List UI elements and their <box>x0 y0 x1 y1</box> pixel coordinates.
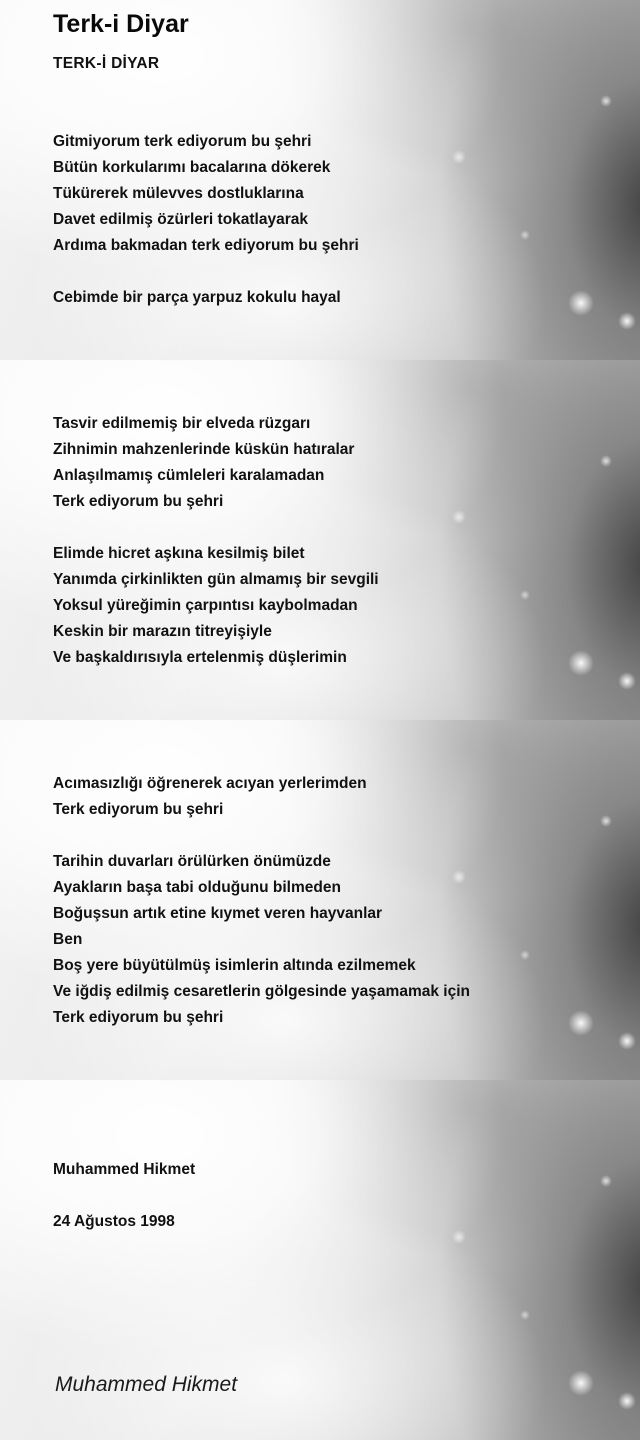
poem-line: Anlaşılmamış cümleleri karalamadan <box>53 467 325 484</box>
poem-title: Terk-i Diyar <box>53 10 189 38</box>
stanza-block-1 <box>53 129 613 311</box>
light-sparkle <box>568 1370 594 1396</box>
poem-line: Boğuşsun artık etine kıymet veren hayvanlar <box>53 905 383 922</box>
poem-line: Zihnimin mahzenlerinde küskün hatıralar <box>53 441 355 458</box>
poem-line: Terk ediyorum bu şehri <box>53 493 224 510</box>
poem-line: Ardıma bakmadan terk ediyorum bu şehri <box>53 237 359 254</box>
light-sparkle <box>618 672 636 690</box>
poem-line: Gitmiyorum terk ediyorum bu şehri <box>53 133 312 150</box>
light-sparkle <box>618 1032 636 1050</box>
poem-line: Davet edilmiş özürleri tokatlayarak <box>53 211 309 228</box>
poem-line: Elimde hicret aşkına kesilmiş bilet <box>53 545 305 562</box>
poem-line: Keskin bir marazın titreyişiyle <box>53 623 272 640</box>
poem-line: Ve iğdiş edilmiş cesaretlerin gölgesinde yaşamamak için <box>53 983 470 1000</box>
stanza-gap <box>53 823 613 849</box>
poem-line: Yoksul yüreğimin çarpıntısı kaybolmadan <box>53 597 358 614</box>
poem-line: Tükürerek mülevves dostluklarına <box>53 185 304 202</box>
poem-panel-4 <box>0 1080 640 1440</box>
poem-line: Ve başkaldırısıyla ertelenmiş düşlerimin <box>53 649 347 666</box>
poem-line: Terk ediyorum bu şehri <box>53 801 224 818</box>
poem-line: Yanımda çirkinlikten gün almamış bir sevgili <box>53 571 379 588</box>
light-sparkle <box>600 95 612 107</box>
poem-line: Cebimde bir parça yarpuz kokulu hayal <box>53 289 341 306</box>
light-sparkle <box>618 1392 636 1410</box>
stanza-gap <box>53 259 613 285</box>
poem-line: Ayakların başa tabi olduğunu bilmeden <box>53 879 341 896</box>
poem-line: Tasvir edilmemiş bir elveda rüzgarı <box>53 415 311 432</box>
poem-panel-3 <box>0 720 640 1080</box>
stanza-gap <box>53 515 613 541</box>
poem-line: Ben <box>53 931 83 948</box>
author-signature: Muhammed Hikmet <box>55 1373 238 1396</box>
poem-line: 24 Ağustos 1998 <box>53 1213 175 1230</box>
stanza-block-3 <box>53 771 613 1031</box>
poem-line: Boş yere büyütülmüş isimlerin altında ezilmemek <box>53 957 416 974</box>
poem-line: Muhammed Hikmet <box>53 1161 196 1178</box>
poem-line: Tarihin duvarları örülürken önümüzde <box>53 853 331 870</box>
poem-line: Bütün korkularımı bacalarına dökerek <box>53 159 331 176</box>
stanza-block-2 <box>53 411 613 671</box>
poem-line: Acımasızlığı öğrenerek acıyan yerlerimden <box>53 775 367 792</box>
light-sparkle <box>618 312 636 330</box>
poem-panel-1 <box>0 0 640 360</box>
poem-line: Terk ediyorum bu şehri <box>53 1009 224 1026</box>
poem-panel-2 <box>0 360 640 720</box>
light-sparkle <box>520 1310 530 1320</box>
stanza-gap <box>53 1183 613 1209</box>
poem-subtitle: TERK-İ DİYAR <box>53 55 160 72</box>
author-and-date <box>53 1157 613 1235</box>
